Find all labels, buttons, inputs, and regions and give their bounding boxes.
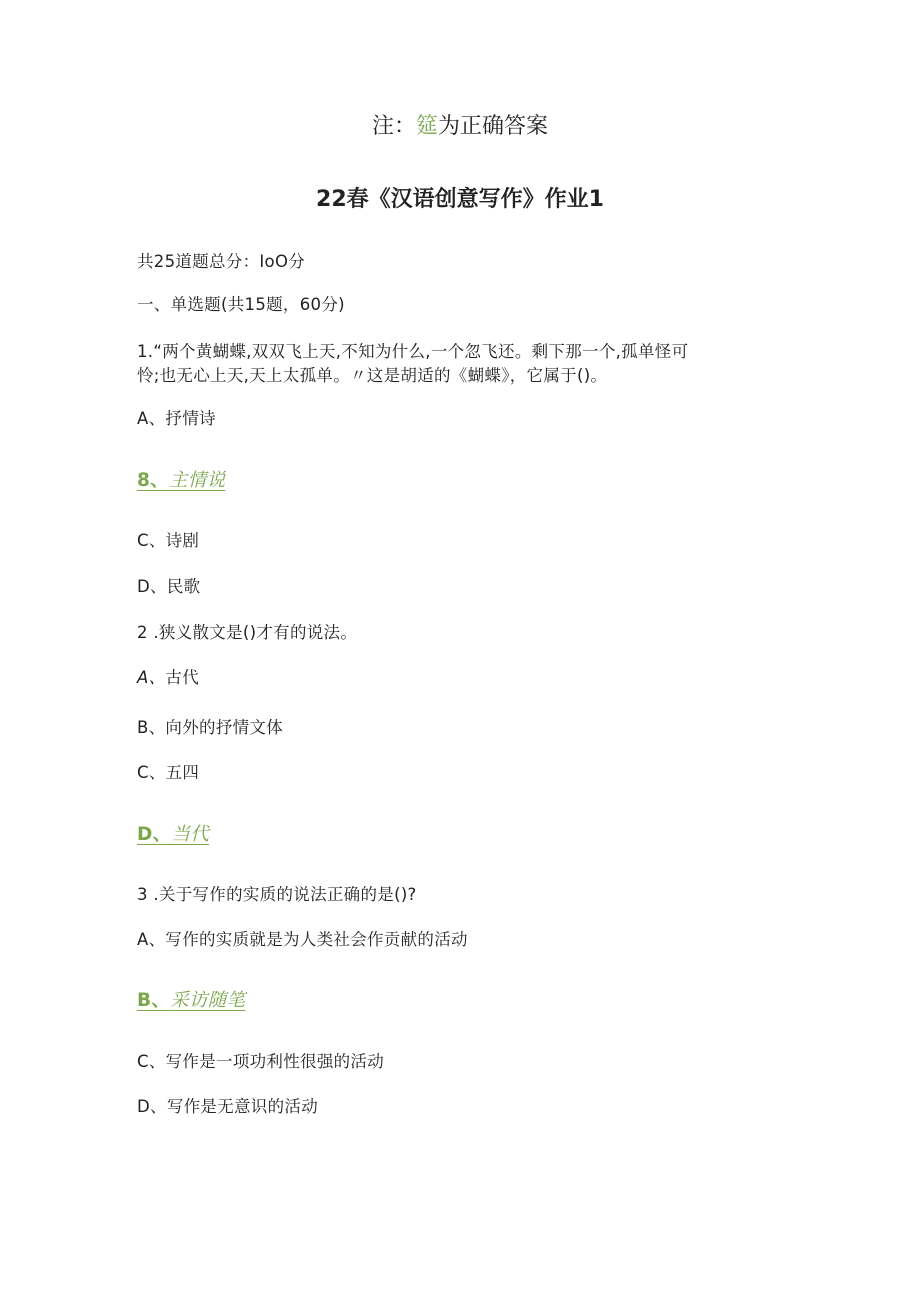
option-label: D、 — [137, 1097, 167, 1116]
option-text: 写作是无意识的活动 — [166, 1097, 319, 1116]
question-1-text-line-2: 怜;也无心上天,天上太孤单。〃这是胡适的《蝴蝶》，它属于()。 — [137, 366, 608, 385]
answer-key-note — [0, 113, 920, 141]
q1-option-b-correct — [137, 468, 225, 494]
option-label: D、 — [137, 577, 167, 596]
q2-option-a — [137, 666, 199, 690]
option-label: 8、 — [137, 470, 169, 491]
option-text: 五四 — [165, 763, 200, 782]
note-suffix: 为正确答案 — [438, 114, 549, 139]
q2-option-b — [137, 716, 283, 740]
q3-option-b-correct — [137, 988, 245, 1014]
option-text: 古代 — [165, 668, 199, 687]
option-label: A、 — [137, 409, 166, 428]
option-label: C、 — [137, 531, 166, 550]
q3-option-a — [137, 928, 468, 952]
q1-option-c — [137, 529, 199, 553]
option-label: D、 — [137, 824, 172, 845]
option-label: B、 — [137, 990, 171, 1011]
section-heading: 一、单选题(共15题，60分) — [137, 295, 345, 314]
option-text: 写作的实质就是为人类社会作贡献的活动 — [165, 930, 468, 949]
total-summary: 共25道题总分：IoO分 — [137, 252, 306, 271]
option-text: 当代 — [171, 824, 210, 845]
q3-option-c — [137, 1050, 384, 1074]
option-text: 主情说 — [168, 470, 226, 491]
option-label: C、 — [137, 1052, 166, 1071]
q1-option-d — [137, 575, 200, 599]
option-text: 民歌 — [166, 577, 201, 596]
q3-option-d — [137, 1095, 318, 1119]
option-label: B、 — [137, 718, 166, 737]
question-1-text-line-1: 1.“两个黄蝴蝶,双双飞上天,不知为什么,一个忽飞还。剩下那一个,孤单怪可 — [137, 342, 689, 361]
option-label: C、 — [137, 763, 166, 782]
page-title: 22春《汉语创意写作》作业1 — [316, 187, 604, 212]
option-text: 向外的抒情文体 — [165, 718, 284, 737]
option-text: 采访随笔 — [170, 990, 246, 1011]
note-prefix: 注： — [371, 114, 416, 139]
option-text: 诗剧 — [165, 531, 200, 550]
q2-option-c — [137, 761, 199, 785]
option-text: 抒情诗 — [165, 409, 216, 428]
question-3-text: 3 .关于写作的实质的说法正确的是()? — [137, 885, 417, 904]
option-label: A、 — [137, 668, 166, 687]
q1-option-a — [137, 407, 216, 431]
option-label: A、 — [137, 930, 166, 949]
q2-option-d-correct — [137, 822, 209, 848]
question-2-text: 2 .狭义散文是()才有的说法。 — [137, 623, 358, 642]
option-text: 写作是一项功利性很强的活动 — [165, 1052, 385, 1071]
note-correct-mark: 筵 — [415, 114, 438, 139]
